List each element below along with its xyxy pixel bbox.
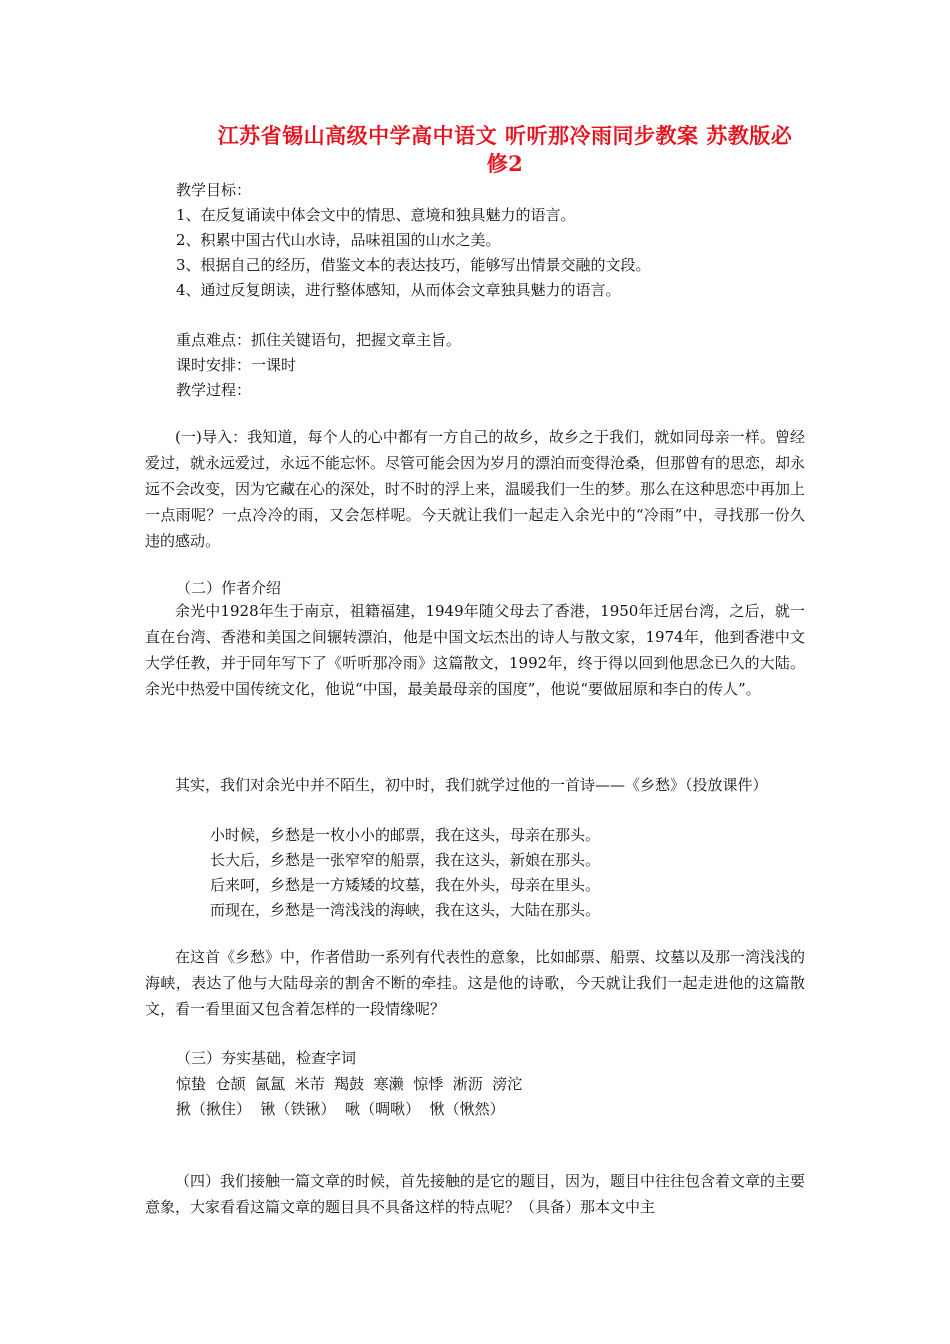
poem-analysis-paragraph: 在这首《乡愁》中，作者借助一系列有代表性的意象，比如邮票、船票、坟墓以及那一湾浅浅的海峡，表达了他与大陆母亲的割舍不断的牵挂。这是他的诗歌，今天就让我们一起走进他的这篇散文，看一看里面又包含着怎样的一段情缘呢？ bbox=[145, 948, 806, 1018]
author-heading: （二）作者介绍 bbox=[176, 579, 282, 597]
schedule: 课时安排：一课时 bbox=[176, 356, 297, 374]
author-paragraph: 余光中1928年生于南京，祖籍福建，1949年随父母去了香港，1950年迁居台湾，之后，就一直在台湾、香港和美国之间辗转漂泊，他是中国文坛杰出的诗人与散文家，1974年，他到香港中文大学任教，并于同年写下了《听听那冷雨》这篇散文，1992年，终于得以回到他思念已久的大陆。余光中热爱中国传统文化，他说“中国，最美最母亲的国度”，他说“要做屈原和李白的传人”。 bbox=[145, 602, 805, 698]
poem-line-3: 后来呵，乡愁是一方矮矮的坟墓，我在外头，母亲在里头。 bbox=[210, 876, 601, 894]
key-points: 重点难点：抓住关键语句，把握文章主旨。 bbox=[176, 331, 462, 349]
process-heading: 教学过程： bbox=[176, 381, 252, 399]
poem-intro-paragraph: 其实，我们对余光中并不陌生，初中时，我们就学过他的一首诗——《乡愁》（投放课件） bbox=[175, 776, 768, 794]
goals-heading: 教学目标： bbox=[176, 181, 252, 199]
vocab-heading: （三）夯实基础，检查字词 bbox=[176, 1049, 357, 1067]
vocab-line-2: 揪（揪住） 锹（铁锹） 啾（啁啾） 愀（愀然） bbox=[176, 1100, 505, 1118]
poem-line-4: 而现在，乡愁是一湾浅浅的海峡，我在这头，大陆在那头。 bbox=[210, 901, 601, 919]
poem-line-2: 长大后，乡愁是一张窄窄的船票，我在这头，新娘在那头。 bbox=[210, 851, 601, 869]
goal-item-1: 1、在反复诵读中体会文中的情思、意境和独具魅力的语言。 bbox=[176, 206, 576, 224]
goal-item-4: 4、通过反复朗读，进行整体感知，从而体会文章独具魅力的语言。 bbox=[176, 281, 621, 299]
intro-paragraph: (一)导入：我知道，每个人的心中都有一方自己的故乡，故乡之于我们，就如同母亲一样。曾经爱过，就永远爱过，永远不能忘怀。尽管可能会因为岁月的漂泊而变得沧桑，但那曾有的思恋，却永远不会改变，因为它藏在心的深处，时不时的浮上来，温暖我们一生的梦。那么在这种思恋中再加上一点雨呢？一点冷冷的雨，又会怎样呢。今天就让我们一起走入余光中的“冷雨”中，寻找那一份久违的感动。 bbox=[145, 428, 806, 550]
goal-item-2: 2、积累中国古代山水诗，品味祖国的山水之美。 bbox=[176, 231, 501, 249]
poem-line-1: 小时候，乡愁是一枚小小的邮票，我在这头，母亲在那头。 bbox=[210, 826, 601, 844]
section4-paragraph: （四）我们接触一篇文章的时候，首先接触的是它的题目，因为，题目中往往包含着文章的主要意象，大家看看这篇文章的题目具不具备这样的特点呢？（具备）那本文中主 bbox=[145, 1172, 806, 1216]
goal-item-3: 3、根据自己的经历，借鉴文本的表达技巧，能够写出情景交融的文段。 bbox=[176, 256, 651, 274]
title-line-1: 江苏省锡山高级中学高中语文 听听那冷雨同步教案 苏教版必 bbox=[217, 123, 793, 148]
vocab-line-1: 惊蛰 仓颉 氤氲 米芾 羯鼓 寒濑 惊悸 淅沥 滂沱 bbox=[176, 1075, 523, 1093]
title-line-2: 修2 bbox=[486, 151, 524, 176]
document-title bbox=[180, 122, 830, 178]
